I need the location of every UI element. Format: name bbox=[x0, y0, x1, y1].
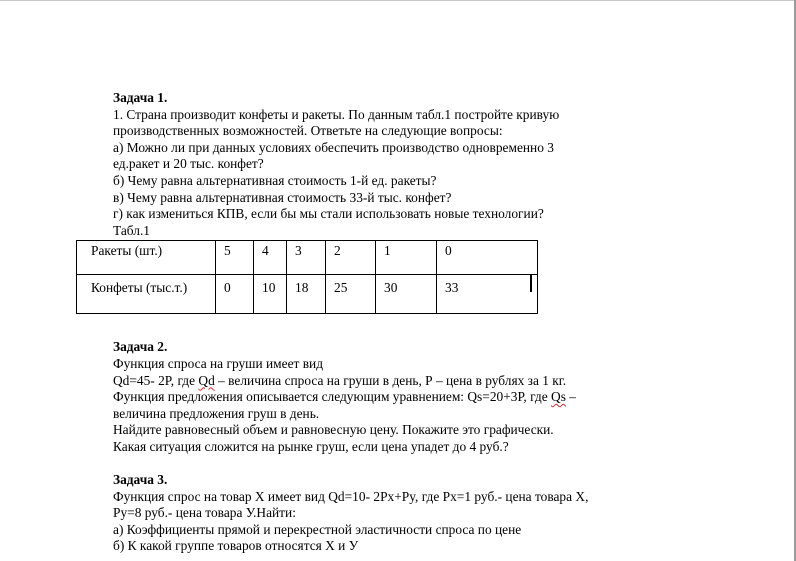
table-cell[interactable]: 30 bbox=[376, 275, 437, 314]
table-cell[interactable]: 1 bbox=[376, 241, 437, 275]
task1-line: б) Чему равна альтернативная стоимость 1-й ед. ракеты? bbox=[113, 172, 437, 188]
task1-line: ед.ракет и 20 тыс. конфет? bbox=[113, 156, 264, 172]
task2-line bbox=[113, 389, 673, 406]
task1-line: в) Чему равна альтернативная стоимость 33-й тыс. конфет? bbox=[113, 189, 452, 205]
task2-line bbox=[113, 373, 673, 390]
table-cell[interactable]: 33 bbox=[437, 275, 538, 314]
table-cell[interactable]: 3 bbox=[287, 241, 326, 275]
task2-line: Какая ситуация сложится на рынке груш, если цена упадет до 4 руб.? bbox=[113, 438, 509, 454]
table-cell[interactable]: 5 bbox=[216, 241, 254, 275]
text-span: Qd=45- 2P, где bbox=[113, 372, 199, 388]
task3-line: Функция спрос на товар Х имеет вид Qd=10- 2Px+Py, где Px=1 руб.- цена товара Х, bbox=[113, 488, 589, 504]
task3-line: Py=8 руб.- цена товара У.Найти: bbox=[113, 505, 296, 521]
task2-line: величина предложения груш в день. bbox=[113, 405, 320, 421]
table-caption: Табл.1 bbox=[113, 222, 150, 238]
task2-line: Функция спроса на груши имеет вид bbox=[113, 355, 324, 371]
task1-line: г) как измениться КПВ, если бы мы стали использовать новые технологии? bbox=[113, 206, 544, 222]
task2-line: Найдите равновесный объем и равновесную цену. Покажите это графически. bbox=[113, 422, 554, 438]
task1-line: производственных возможностей. Ответьте на следующие вопросы: bbox=[113, 123, 503, 139]
task3-line: б) К какой группе товаров относятся Х и У bbox=[113, 538, 359, 554]
task2-title: Задача 2. bbox=[113, 339, 168, 355]
table-row-candy bbox=[77, 275, 538, 314]
table-cell[interactable]: 0 bbox=[437, 241, 538, 275]
document-body[interactable] bbox=[113, 90, 673, 555]
text-span: Функция предложения описывается следующим уравнением: Qs=20+3P, где bbox=[113, 389, 552, 405]
table-cell[interactable]: 0 bbox=[216, 275, 254, 314]
spellcheck-word: Qs bbox=[551, 389, 566, 405]
task1-line: 1. Страна производит конфеты и ракеты. По данным табл.1 постройте кривую bbox=[113, 106, 560, 122]
text-span: – величина спроса на груши в день, Р – цена в рублях за 1 кг. bbox=[214, 372, 567, 388]
spellcheck-word: Qd bbox=[198, 372, 215, 388]
table-cell-label[interactable]: Ракеты (шт.) bbox=[77, 241, 216, 275]
table-row-rockets bbox=[77, 241, 538, 275]
table-cell[interactable]: 10 bbox=[254, 275, 287, 314]
task1-line: а) Можно ли при данных условиях обеспечить производство одновременно 3 bbox=[113, 139, 554, 155]
table-cell[interactable]: 18 bbox=[287, 275, 326, 314]
table-cell[interactable]: 2 bbox=[326, 241, 376, 275]
table-cell[interactable]: 4 bbox=[254, 241, 287, 275]
table-cell[interactable]: 25 bbox=[326, 275, 376, 314]
task3-title: Задача 3. bbox=[113, 472, 168, 488]
production-table[interactable] bbox=[76, 240, 538, 314]
table-cell-label[interactable]: Конфеты (тыс.т.) bbox=[77, 275, 216, 314]
task3-line: а) Коэффициенты прямой и перекрестной эластичности спроса по цене bbox=[113, 521, 522, 537]
text-cursor bbox=[530, 275, 532, 292]
page-top-edge bbox=[0, 0, 796, 1]
task1-title: Задача 1. bbox=[113, 90, 168, 105]
text-span: – bbox=[565, 389, 576, 405]
paragraph-gap bbox=[113, 456, 673, 473]
